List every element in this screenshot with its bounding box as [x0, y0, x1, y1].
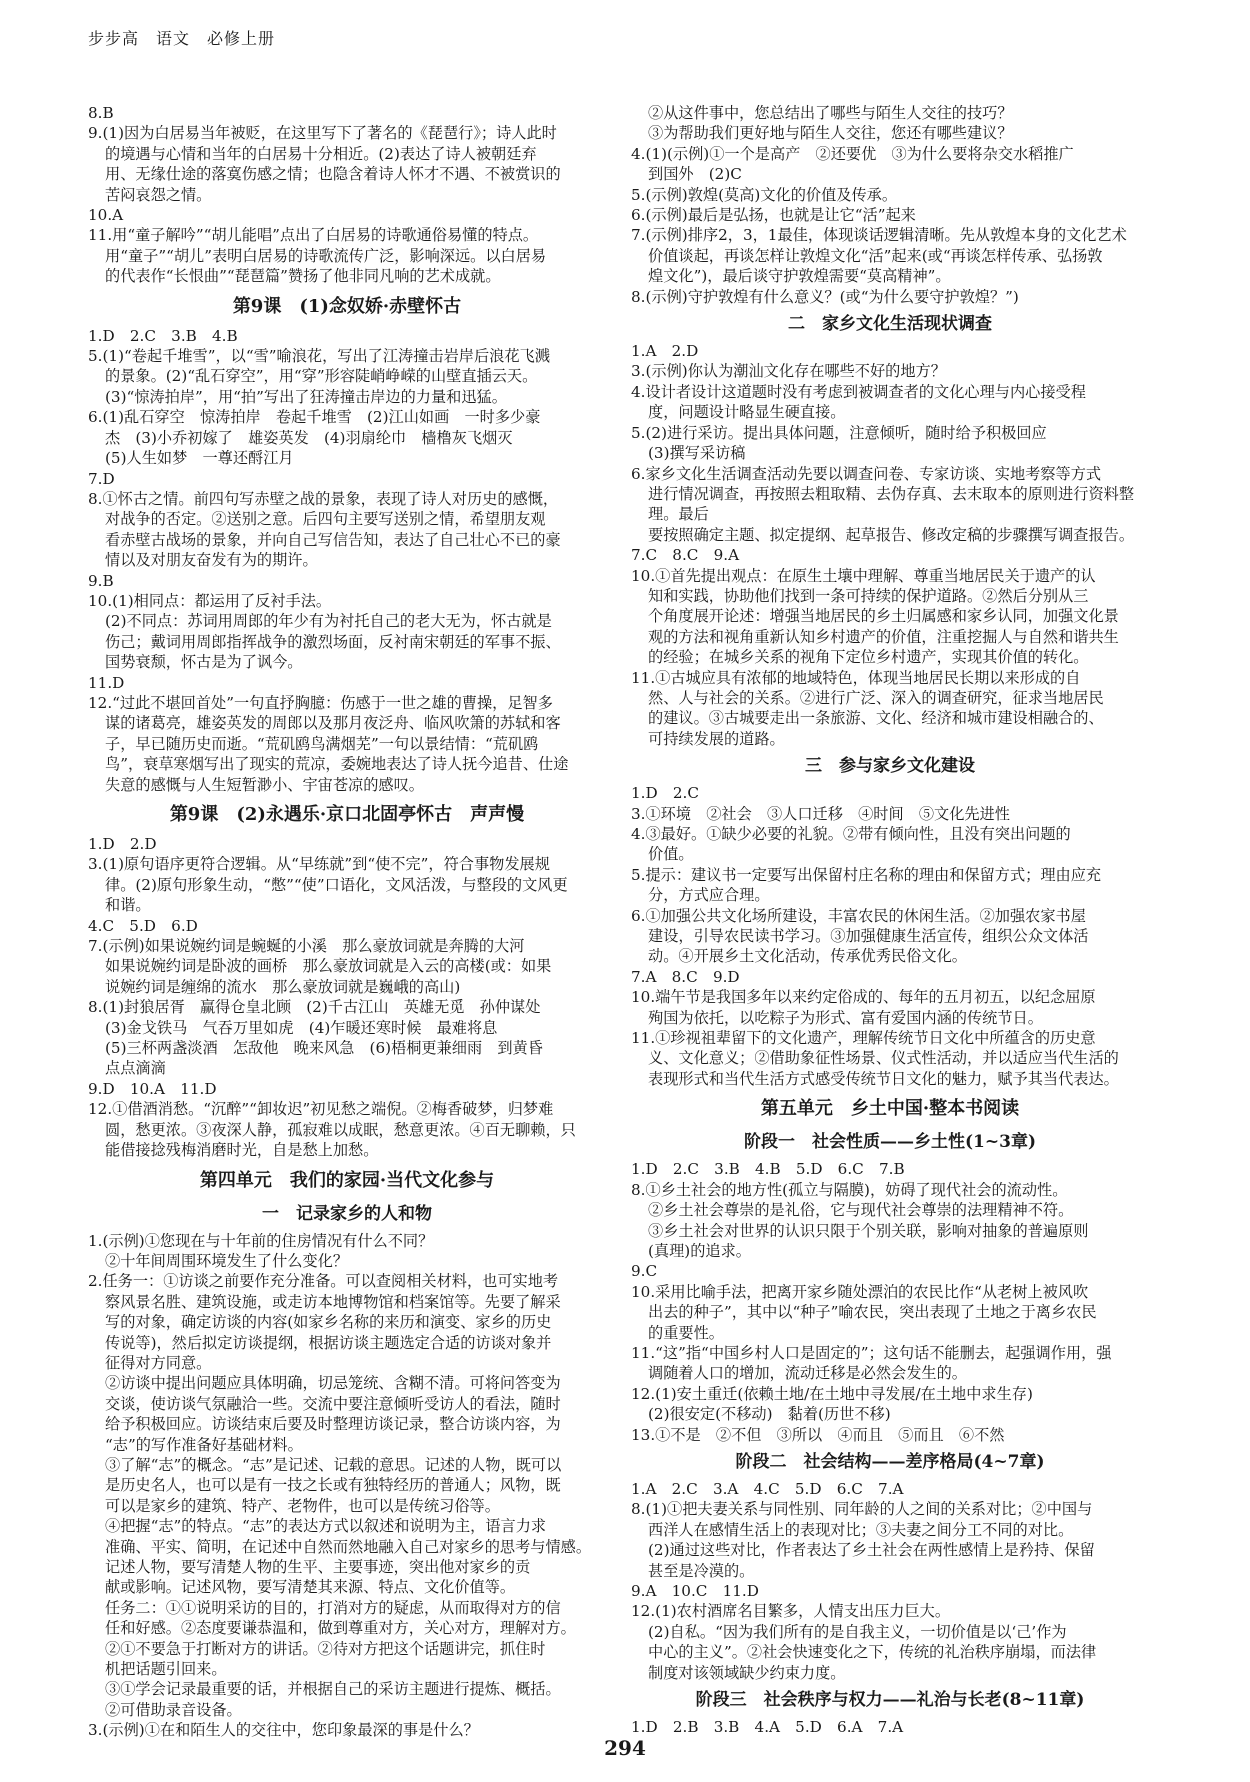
- answer-line-continued: 看赤壁古战场的景象，并向自己写信告知，表达了自己壮心不已的豪: [105, 530, 561, 549]
- answer-line: 11.用“童子解吟”“胡儿能唱”点出了白居易的诗歌通俗易懂的特点。: [88, 226, 539, 245]
- subsection-heading: 阶段三 社会秩序与权力——礼治与长老(8~11章): [695, 1690, 1085, 1711]
- answer-line-continued: 进行情况调查，再按照去粗取精、去伪存真、去末取本的原则进行资料整理。最后: [648, 484, 1134, 524]
- answer-line-continued: 用“童子”“胡儿”表明白居易的诗歌流传广泛，影响深远。以白居易: [105, 246, 547, 265]
- answer-line-continued: 律。(2)原句形象生动，“憋”“使”口语化，文风活泼，与整段的文风更: [105, 875, 568, 894]
- answer-line-continued: 观的方法和视角重新认知乡村遗产的价值，注重挖掘人与自然和谐共生: [648, 627, 1119, 646]
- answer-line: 2.任务一：①访谈之前要作充分准备。可以查阅相关材料，也可实地考: [88, 1272, 559, 1291]
- answer-line-continued: 任和好感。②态度要谦恭温和，做到尊重对方，关心对方，理解对方。: [105, 1619, 576, 1638]
- answer-line: 10.(1)相同点：都运用了反衬手法。: [88, 591, 332, 610]
- answer-line: 7.(示例)排序2，3，1最佳，体现谈话逻辑清晰。先从敦煌本身的文化艺术: [631, 226, 1127, 245]
- answer-line: 5.(1)“卷起千堆雪”，以“雪”喻浪花，写出了江涛撞击岩岸后浪花飞溅: [88, 347, 550, 366]
- answer-line-continued: 的景象。(2)“乱石穿空”，用“穿”形容陡峭峥嵘的山壁直插云天。: [105, 367, 538, 386]
- answer-line-continued: 知和实践，协助他们找到一条可持续的保护道路。②然后分别从三: [648, 586, 1089, 605]
- section-heading: 第四单元 我们的家园·当代文化参与: [199, 1169, 495, 1191]
- answer-line-continued: 写的对象，确定访谈的内容(如家乡名称的来历和演变、家乡的历史: [105, 1313, 552, 1332]
- answer-line-continued: ②可借助录音设备。: [105, 1700, 242, 1719]
- answer-line: 4.③最好。①缺少必要的礼貌。②带有倾向性，且没有突出问题的: [631, 825, 1071, 843]
- answer-line: 9.D 10.A 11.D: [88, 1079, 217, 1098]
- answer-line-continued: 准确、平实、简明，在记述中自然而然地融入自己对家乡的思考与情感。: [105, 1537, 591, 1556]
- answer-line: 11.D: [88, 673, 125, 692]
- answer-line-continued: 的重要性。: [648, 1323, 724, 1342]
- answer-line-continued: 谋的诸葛亮，雄姿英发的周郎以及那月夜泛舟、临风吹箫的苏轼和客: [105, 714, 561, 733]
- answer-line-continued: 殉国为依托，以吃粽子为形式、富有爱国内涵的传统节日。: [648, 1008, 1043, 1027]
- answer-line-continued: 点点滴滴: [105, 1059, 166, 1078]
- answer-line-continued: 和谐。: [105, 896, 151, 915]
- answer-line: 8.B: [88, 104, 114, 122]
- subsection-heading: 阶段一 社会性质——乡土性(1~3章): [744, 1132, 1036, 1153]
- answer-line: 11.“这”指“中国乡村人口是固定的”；这句话不能删去，起强调作用，强: [631, 1343, 1112, 1362]
- answer-line: 12.“过此不堪回首处”一句直抒胸臆：伤感于一世之雄的曹操，足智多: [88, 693, 553, 712]
- answer-line: 6.家乡文化生活调查活动先要以调查问卷、专家访谈、实地考察等方式: [631, 464, 1102, 483]
- answer-line: 12.①借酒消愁。“沉醉”“卸妆迟”初见愁之端倪。②梅香破梦，归梦难: [88, 1100, 554, 1119]
- answer-line: 1.D 2.C 3.B 4.B: [88, 326, 238, 345]
- answer-line: 3.(示例)①在和陌生人的交往中，您印象最深的事是什么？: [88, 1721, 479, 1740]
- answer-line-continued: 子，早已随历史而逝。“荒矶鸥鸟满烟芜”一句以景结情：“荒矶鸥: [105, 734, 539, 753]
- answer-line-continued: 度，问题设计略显生硬直接。: [648, 403, 846, 422]
- answer-line: 6.(示例)最后是弘扬，也就是让它“活”起来: [631, 206, 916, 225]
- answer-line-continued: 交谈，使访谈气氛融洽一些。交流中要注意倾听受访人的看法，随时: [105, 1394, 561, 1413]
- answer-line-continued: 中心的主义”。②社会快速变化之下，传统的礼治秩序崩塌，而法律: [648, 1643, 1097, 1662]
- answer-line-continued: 征得对方同意。: [105, 1353, 212, 1372]
- answer-line-continued: 分，方式应合理。: [648, 886, 770, 905]
- answer-column-left: [88, 103, 606, 1741]
- answer-line-continued: 记述人物，要写清楚人物的生平、主要事迹，突出他对家乡的贡: [105, 1558, 531, 1576]
- answer-line-continued: 国势衰颓，怀古是为了讽今。: [105, 653, 303, 672]
- answer-line-continued: 到国外 (2)C: [648, 165, 742, 184]
- answer-line-continued: 的境遇与心情和当年的白居易十分相近。(2)表达了诗人被朝廷弃: [105, 144, 537, 163]
- answer-line: 5.(2)进行采访。提出具体问题，注意倾听，随时给予积极回应: [631, 423, 1047, 442]
- answer-line-continued: 义、文化意义；②借助象征性场景、仪式性活动，并以适应当代生活的: [648, 1049, 1119, 1068]
- subsection-heading: 三 参与家乡文化建设: [805, 756, 975, 777]
- subsection-heading: 一 记录家乡的人和物: [262, 1203, 432, 1224]
- answer-line: 1.D 2.B 3.B 4.A 5.D 6.A 7.A: [631, 1718, 904, 1737]
- answer-line-continued: ③①学会记录最重要的话，并根据自己的采访主题进行提炼、概括。: [105, 1680, 561, 1699]
- answer-line-continued: 杰 (3)小乔初嫁了 雄姿英发 (4)羽扇纶巾 樯橹灰飞烟灭: [105, 428, 513, 447]
- answer-line: 7.A 8.C 9.D: [631, 967, 740, 986]
- answer-line-continued: (2)很安定(不移动) 黏着(历世不移): [648, 1405, 891, 1424]
- answer-line-continued: 煌文化”)，最后谈守护敦煌需要“莫高精神”。: [648, 267, 951, 286]
- answer-line: 12.(1)安土重迁(依赖土地/在土地中寻发展/在土地中求生存): [631, 1384, 1033, 1403]
- answer-line-continued: (真理)的追求。: [648, 1241, 751, 1260]
- answer-line-continued: 察风景名胜、建筑设施，或走访本地博物馆和档案馆等。先要了解采: [105, 1292, 561, 1311]
- answer-line: 9.A 10.C 11.D: [631, 1582, 759, 1600]
- answer-line-continued: 苦闷哀怨之情。: [105, 185, 212, 204]
- answer-line-continued: (2)不同点：苏词用周郎的年少有为衬托自己的老大无为，怀古就是: [105, 612, 552, 631]
- answer-line-continued: 建设，引导农民读书学习。③加强健康生活宣传，组织公众文体活: [648, 927, 1089, 946]
- answer-line: 8.①怀古之情。前四句写赤壁之战的景象，表现了诗人对历史的感慨，: [88, 489, 559, 508]
- answer-line: 4.设计者设计这道题时没有考虑到被调查者的文化心理与内心接受程: [631, 382, 1086, 401]
- answer-line: 6.①加强公共文化场所建设，丰富农民的休闲生活。②加强农家书屋: [631, 906, 1086, 925]
- answer-line: 6.(1)乱石穿空 惊涛拍岸 卷起千堆雪 (2)江山如画 一时多少豪: [88, 408, 541, 427]
- answer-line: 7.C 8.C 9.A: [631, 546, 740, 565]
- answer-line-continued: (2)通过这些对比，作者表达了乡土社会在两性感情上是矜持、保留: [648, 1541, 1095, 1560]
- answer-line-continued: 表现形式和当代生活方式感受传统节日文化的魅力，赋予其当代表达。: [648, 1069, 1119, 1088]
- subsection-heading: 阶段二 社会结构——差序格局(4~7章): [735, 1451, 1045, 1472]
- answer-line-continued: 机把话题引回来。: [105, 1660, 227, 1679]
- answer-line-continued: ③乡土社会对世界的认识只限于个别关联，影响对抽象的普遍原则: [648, 1221, 1089, 1240]
- answer-line-continued: 的经验；在城乡关系的视角下定位乡村遗产，实现其价值的转化。: [648, 648, 1089, 667]
- answer-line-continued: 出去的种子”，其中以“种子”喻农民，突出表现了土地之于离乡农民: [648, 1303, 1097, 1322]
- answer-line-continued: 甚至是冷漠的。: [648, 1561, 755, 1580]
- answer-line-continued: 任务二：①①说明采访的目的，打消对方的疑虑，从而取得对方的信: [105, 1598, 561, 1617]
- answer-line-continued: ③了解“志”的概念。“志”是记述、记载的意思。记述的人物，既可以: [105, 1455, 562, 1474]
- answer-line-continued: 动。④开展乡土文化活动，传承优秀民俗文化。: [648, 947, 967, 966]
- answer-line-continued: 要按照确定主题、拟定提纲、起草报告、修改定稿的步骤撰写调查报告。: [648, 525, 1134, 544]
- answer-line-continued: 价值谈起，再谈怎样让敦煌文化“活”起来(或“再谈怎样传承、弘扬敦: [648, 246, 1103, 265]
- answer-line-continued: 情以及对朋友奋发有为的期许。: [105, 551, 318, 570]
- answer-line-continued: (2)自私。“因为我们所有的是自我主义，一切价值是以‘己’作为: [648, 1622, 1067, 1641]
- answer-line: 8.(示例)守护敦煌有什么意义？(或“为什么要守护敦煌？”): [631, 287, 1019, 306]
- answer-line-continued: (3)撰写采访稿: [648, 444, 746, 463]
- answer-line: 3.①环境 ②社会 ③人口迁移 ④时间 ⑤文化先进性: [631, 804, 1010, 823]
- answer-line: 11.①古城应具有浓郁的地域特色，体现当地居民长期以来形成的自: [631, 668, 1081, 687]
- answer-line-continued: ④把握“志”的特点。“志”的表达方式以叙述和说明为主，语言力求: [105, 1517, 547, 1536]
- answer-line-continued: 用、无缘仕途的落寞伤感之情；也隐含着诗人怀才不遇、不被赏识的: [105, 165, 561, 184]
- answer-line: 9.(1)因为白居易当年被贬，在这里写下了著名的《琵琶行》；诗人此时: [88, 124, 557, 143]
- answer-line: 11.①珍视祖辈留下的文化遗产，理解传统节日文化中所蕴含的历史意: [631, 1029, 1096, 1048]
- answer-line-continued: ②①不要急于打断对方的讲话。②待对方把这个话题讲完，抓住时: [105, 1639, 546, 1658]
- answer-line-continued: 圆，愁更浓。③夜深人静，孤寂难以成眠，愁意更浓。④百无聊赖，只: [105, 1120, 576, 1139]
- answer-line-continued: 然、人与社会的关系。②进行广泛、深入的调查研究，征求当地居民: [648, 688, 1104, 707]
- answer-line: 4.(1)(示例)①一个是高产 ②还要优 ③为什么要将杂交水稻推广: [631, 144, 1074, 163]
- answer-line-continued: 对战争的否定。②送别之意。后四句主要写送别之情，希望朋友观: [105, 510, 546, 529]
- answer-line-continued: 能借接捻残梅消磨时光，自是愁上加愁。: [105, 1141, 379, 1160]
- answer-line-continued: 可持续发展的道路。: [648, 729, 785, 748]
- answer-line: 9.C: [631, 1262, 658, 1281]
- answer-line-continued: “志”的写作准备好基础材料。: [105, 1435, 303, 1454]
- answer-line-continued: 个角度展开论述：增强当地居民的乡土归属感和家乡认同，加强文化景: [648, 607, 1119, 626]
- section-heading: 第9课 (1)念奴娇·赤壁怀古: [232, 295, 462, 317]
- answer-line: 5.(示例)敦煌(莫高)文化的价值及传承。: [631, 185, 898, 204]
- answer-line-continued: (5)人生如梦 一尊还酹江月: [105, 449, 294, 468]
- answer-line-continued: 给予积极回应。访谈结束后要及时整理访谈记录，整合访谈内容，为: [105, 1415, 561, 1434]
- section-heading: 第五单元 乡土中国·整本书阅读: [760, 1098, 1020, 1120]
- answer-line: 1.A 2.D: [631, 342, 699, 361]
- answer-line-continued: 献或影响。记述风物，要写清楚其来源、特点、文化价值等。: [105, 1578, 516, 1597]
- answer-line: 1.D 2.D: [88, 835, 157, 853]
- answer-line: 8.①乡土社会的地方性(孤立与隔膜)，妨碍了现代社会的流动性。: [631, 1180, 1068, 1199]
- answer-line: 3.(示例)你认为潮汕文化存在哪些不好的地方？: [631, 362, 946, 381]
- answer-line: 9.B: [88, 571, 114, 590]
- answer-line-continued: ②十年间周围环境发生了什么变化？: [105, 1251, 348, 1270]
- subsection-heading: 二 家乡文化生活现状调查: [788, 314, 992, 335]
- answer-line-continued: 失意的感慨与人生短暂渺小、宇宙苍凉的感叹。: [105, 775, 424, 794]
- answer-line-continued: ②乡土社会尊崇的是礼俗，它与现代社会尊崇的法理精神不符。: [648, 1201, 1074, 1220]
- section-heading: 第9课 (2)永遇乐·京口北固亭怀古 声声慢: [169, 804, 525, 825]
- answer-column-right: [631, 103, 1149, 1737]
- answer-line: 7.D: [88, 469, 115, 488]
- answer-line-continued: ②从这件事中，您总结出了哪些与陌生人交往的技巧？: [648, 104, 1013, 122]
- answer-line: 12.(1)农村酒席名目繁多，人情支出压力巨大。: [631, 1602, 951, 1621]
- answer-line: 1.D 2.C: [631, 784, 699, 803]
- answer-line-continued: 是历史名人，也可以是有一技之长或有独特经历的普通人；风物，既: [105, 1476, 561, 1495]
- answer-line: 1.A 2.C 3.A 4.C 5.D 6.C 7.A: [631, 1479, 904, 1498]
- answer-line-continued: 调随着人口的增加，流动迁移是必然会发生的。: [648, 1364, 967, 1383]
- answer-line: 3.(1)原句语序更符合逻辑。从“早练就”到“使不完”，符合事物发展规: [88, 855, 550, 874]
- answer-line: 10.①首先提出观点：在原生土壤中理解、尊重当地居民关于遗产的认: [631, 566, 1096, 585]
- answer-line-continued: 西洋人在感情生活上的表现对比；③夫妻之间分工不同的对比。: [648, 1520, 1074, 1539]
- answer-line-continued: 鸟”，衰草寒烟写出了现实的荒凉，委婉地表达了诗人抚今追昔、仕途: [105, 755, 569, 774]
- answer-line-continued: 价值。: [648, 845, 694, 864]
- answer-line: 8.(1)封狼居胥 赢得仓皇北顾 (2)千古江山 英雄无觅 孙仲谋处: [88, 998, 541, 1017]
- answer-line-continued: 的代表作“长恨曲”“琵琶篇”赞扬了他非同凡响的艺术成就。: [105, 267, 501, 286]
- answer-line: 10.A: [88, 206, 124, 225]
- page-header: 步步高 语文 必修上册: [88, 29, 276, 48]
- answer-line: 8.(1)①把夫妻关系与同性别、同年龄的人之间的关系对比；②中国与: [631, 1500, 1093, 1519]
- answer-line-continued: 传说等)，然后拟定访谈提纲，根据访谈主题选定合适的访谈对象并: [105, 1333, 552, 1352]
- answer-line-continued: (3)“惊涛拍岸”，用“拍”写出了狂涛撞击岸边的力量和迅猛。: [105, 387, 507, 406]
- answer-line: 13.①不是 ②不但 ③所以 ④而且 ⑤而且 ⑥不然: [631, 1425, 1005, 1444]
- answer-line-continued: (3)金戈铁马 气吞万里如虎 (4)乍暖还寒时候 最难将息: [105, 1018, 498, 1037]
- answer-line-continued: ②访谈中提出问题应具体明确，切忌笼统、含糊不清。可将问答变为: [105, 1374, 561, 1393]
- answer-line-continued: (5)三杯两盏淡酒 怎敌他 晚来风急 (6)梧桐更兼细雨 到黄昏: [105, 1039, 543, 1058]
- answer-line: 5.提示：建议书一定要写出保留村庄名称的理由和保留方式；理由应充: [631, 865, 1102, 884]
- answer-line: 4.C 5.D 6.D: [88, 916, 198, 935]
- answer-line-continued: 可以是家乡的建筑、特产、老物件，也可以是传统习俗等。: [105, 1496, 500, 1515]
- answer-line-continued: 说婉约词是缠绵的流水 那么豪放词就是巍峨的高山): [105, 977, 461, 996]
- page-number: 294: [604, 1736, 646, 1760]
- answer-line-continued: 制度对该领域缺少约束力度。: [648, 1663, 846, 1682]
- answer-line: 10.采用比喻手法，把离开家乡随处漂泊的农民比作“从老树上被风吹: [631, 1282, 1089, 1301]
- answer-line-continued: 的建议。③古城要走出一条旅游、文化、经济和城市建设相融合的、: [648, 709, 1104, 728]
- answer-line-continued: ③为帮助我们更好地与陌生人交往，您还有哪些建议？: [648, 124, 1013, 143]
- answer-line: 10.端午节是我国多年以来约定俗成的、每年的五月初五，以纪念屈原: [631, 988, 1096, 1007]
- answer-line: 7.(示例)如果说婉约词是蜿蜒的小溪 那么豪放词就是奔腾的大河: [88, 937, 525, 956]
- answer-line-continued: 如果说婉约词是卧波的画桥 那么豪放词就是入云的高楼(或：如果: [105, 957, 552, 976]
- answer-line-continued: 伤己；戴词用周郎指挥战争的激烈场面，反衬南宋朝廷的军事不振、: [105, 632, 561, 651]
- answer-line: 1.D 2.C 3.B 4.B 5.D 6.C 7.B: [631, 1160, 905, 1179]
- answer-line: 1.(示例)①您现在与十年前的住房情况有什么不同？: [88, 1231, 434, 1250]
